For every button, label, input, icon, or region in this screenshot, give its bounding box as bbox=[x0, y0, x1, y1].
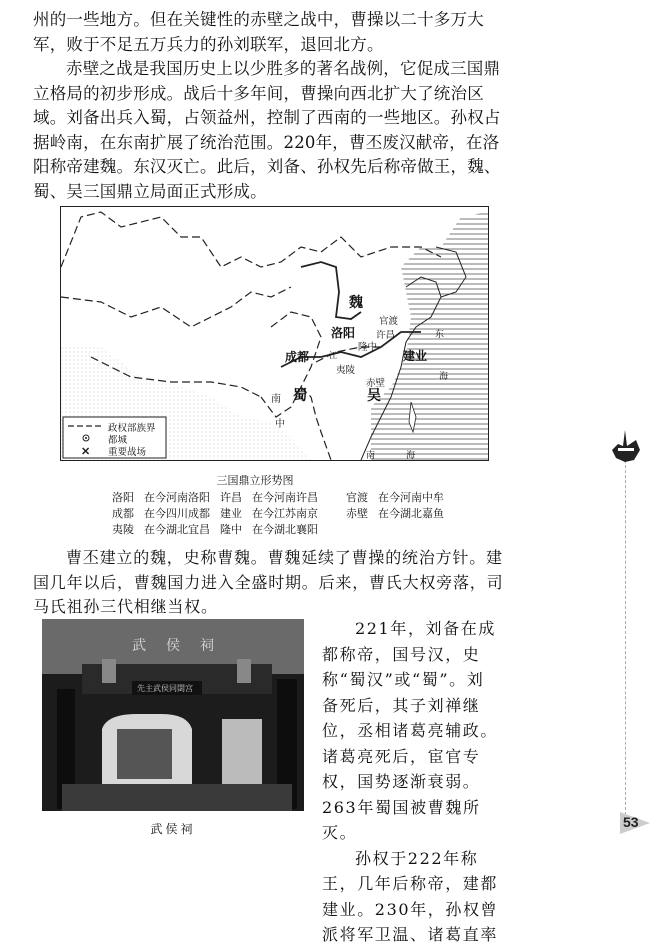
map-river-jiang: 江 bbox=[329, 351, 337, 360]
legend-label-border: 政权部族界 bbox=[108, 423, 156, 434]
legend-label-battle: 重要战场 bbox=[108, 447, 147, 458]
paragraph-line: 州的一些地方。但在关键性的赤壁之战中，曹操以二十多万大军，败于不足五万兵力的孙刘联军，退回北方。 bbox=[33, 10, 484, 54]
note-place: 成都 bbox=[112, 507, 134, 520]
note-location: 在今河南中牟 bbox=[378, 491, 444, 504]
note-place: 隆中 bbox=[220, 523, 242, 536]
note-location: 在今湖北宜昌 bbox=[144, 523, 210, 536]
photo-sign-text: 先主武侯同閟宫 bbox=[137, 684, 193, 693]
map-place-notes bbox=[112, 490, 454, 538]
map-city-longzhong: 隆中 bbox=[358, 342, 378, 353]
note-location: 在今河南洛阳 bbox=[144, 491, 210, 504]
map-city-jianye: 建业 bbox=[403, 349, 428, 363]
map-city-luoyang: 洛阳 bbox=[331, 326, 356, 340]
page-number: 53 bbox=[623, 814, 639, 830]
paragraph-line: 221年，刘备在成都称帝，国号汉，史称“蜀汉”或“蜀”。刘备死后，其子刘禅继位，丞相诸葛亮辅政。诸葛亮死后，宦官专权，国势逐渐衰弱。263年蜀国被曹魏所灭。 bbox=[322, 619, 499, 842]
paragraph-line: 曹丕建立的魏，史称曹魏。曹魏延续了曹操的统治方针。建国几年以后，曹魏国力进入全盛时期。后来，曹氏大权旁落，司马氏祖孙三代相继当权。 bbox=[33, 548, 504, 616]
map-label-wei: 魏 bbox=[349, 295, 363, 311]
paragraph-line: 孙权于222年称王，几年后称帝，建都建业。230年，孙权曾派将军卫温、诸葛直率 bbox=[322, 848, 499, 944]
map-sea-hai2: 海 bbox=[406, 451, 416, 461]
note-place: 官渡 bbox=[346, 491, 368, 504]
svg-text:✕: ✕ bbox=[81, 445, 91, 458]
map-sea-dong: 东 bbox=[435, 330, 445, 340]
wuhou-temple-photo bbox=[42, 619, 304, 811]
paragraph-line: 赤壁之战是我国历史上以少胜多的著名战例，它促成三国鼎立格局的初步形成。战后十多年间，曹操向西北扩大了统治区域。刘备出兵入蜀，占领益州，控制了西南的一些地区。孙权占据岭南，在东南扩展了统治范围。220年，曹丕废汉献帝，在洛阳称帝建魏。东汉灭亡。此后，刘备、孙权先后称帝做王，魏、蜀、吴三国鼎立局面正式形成。 bbox=[33, 59, 501, 201]
map-city-chengdu: 成都 bbox=[285, 350, 310, 364]
map-city-yiling: 夷陵 bbox=[336, 365, 356, 376]
note-place: 洛阳 bbox=[112, 491, 134, 504]
photo-plaque-text: 武侯祠 bbox=[132, 638, 234, 654]
legend-label-capital: 都城 bbox=[108, 435, 128, 446]
map-region-nan: 南 bbox=[271, 394, 281, 405]
margin-emblem-icon bbox=[608, 428, 642, 468]
margin-divider bbox=[625, 440, 627, 820]
note-place: 许昌 bbox=[220, 491, 242, 504]
map-sea-hai: 海 bbox=[439, 372, 449, 382]
map-title: 三国鼎立形势图 bbox=[216, 474, 294, 487]
three-kingdoms-map bbox=[60, 206, 489, 461]
note-place: 建业 bbox=[220, 507, 242, 520]
map-region-zhong: 中 bbox=[275, 419, 285, 430]
map-label-wu: 吴 bbox=[367, 388, 381, 404]
note-place: 赤壁 bbox=[346, 507, 368, 520]
map-city-chibi: 赤壁 bbox=[366, 378, 386, 389]
map-city-guandu: 官渡 bbox=[379, 316, 399, 327]
page-number-tab bbox=[620, 812, 650, 834]
map-sea-nan: 南 bbox=[366, 451, 376, 461]
paragraph-cao-wei bbox=[33, 546, 508, 620]
note-location: 在今河南许昌 bbox=[252, 491, 318, 504]
photo-caption: 武侯祠 bbox=[150, 822, 196, 836]
paragraph-chibi bbox=[33, 8, 508, 204]
note-location: 在今四川成都 bbox=[144, 507, 210, 520]
map-label-shu: 蜀 bbox=[293, 388, 307, 404]
paragraph-shu-wu bbox=[322, 616, 500, 948]
note-location: 在今江苏南京 bbox=[252, 507, 318, 520]
note-location: 在今湖北襄阳 bbox=[252, 523, 318, 536]
note-place: 夷陵 bbox=[112, 523, 134, 536]
note-location: 在今湖北嘉鱼 bbox=[378, 507, 444, 520]
map-city-xuchang: 许昌 bbox=[376, 330, 396, 341]
